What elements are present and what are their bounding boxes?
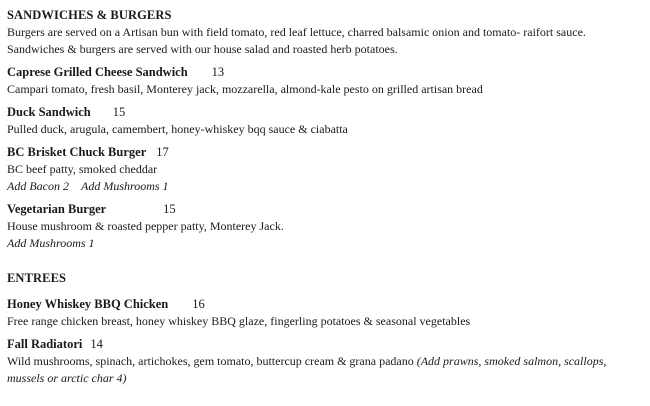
item-price: 13 [211, 65, 225, 79]
item-name: Caprese Grilled Cheese Sandwich [7, 65, 188, 79]
item-price: 15 [163, 202, 176, 216]
section-intro-line: Sandwiches & burgers are served with our house salad and roasted herb potatoes. [7, 42, 398, 56]
item-description: Pulled duck, arugula, camembert, honey-whiskey bqq sauce & ciabatta [7, 122, 348, 136]
section-spacer [7, 252, 645, 271]
item-name: Honey Whiskey BBQ Chicken [7, 297, 169, 311]
item-name: Vegetarian Burger [7, 202, 107, 216]
menu-item-fall-radiatori [7, 336, 645, 387]
section-sandwiches-burgers [7, 8, 645, 252]
menu-document [7, 8, 645, 387]
menu-item-caprese [7, 64, 645, 98]
item-description: Free range chicken breast, honey whiskey BBQ glaze, fingerling potatoes & seasonal vegetables [7, 314, 471, 328]
item-addons [7, 235, 645, 252]
section-title: SANDWICHES & BURGERS [7, 8, 172, 22]
item-addons [7, 178, 645, 195]
item-name: Fall Radiatori [7, 337, 83, 351]
section-intro-line: Burgers are served on a Artisan bun with field tomato, red leaf lettuce, charred balsamic onion and tomato- raifort sauce. [7, 25, 586, 39]
item-price: 15 [112, 105, 126, 119]
item-name: BC Brisket Chuck Burger [7, 145, 147, 159]
addon-option: Add Mushrooms 1 [81, 179, 169, 193]
menu-item-bc-brisket-burger [7, 144, 645, 195]
item-description: Wild mushrooms, spinach, artichokes, gem tomato, buttercup cream & grana padano [7, 354, 414, 368]
item-price: 17 [156, 145, 169, 159]
item-price: 14 [90, 337, 103, 351]
item-price: 16 [192, 297, 205, 311]
item-description: Campari tomato, fresh basil, Monterey jack, mozzarella, almond-kale pesto on grilled artisan bread [7, 82, 483, 96]
menu-item-duck-sandwich [7, 104, 645, 138]
item-description: BC beef patty, smoked cheddar [7, 162, 158, 176]
item-addon-note: (Add prawns, smoked salmon, scallops, mussels or arctic char 4) [7, 354, 607, 385]
item-name: Duck Sandwich [7, 105, 91, 119]
section-title: ENTREES [7, 271, 67, 285]
menu-item-vegetarian-burger [7, 201, 645, 252]
menu-item-honey-whiskey-chicken [7, 296, 645, 330]
addon-option: Add Bacon 2 [7, 179, 69, 193]
addon-option: Add Mushrooms 1 [7, 236, 95, 250]
item-description: House mushroom & roasted pepper patty, Monterey Jack. [7, 219, 284, 233]
section-entrees [7, 271, 645, 387]
item-description-block [7, 353, 643, 387]
